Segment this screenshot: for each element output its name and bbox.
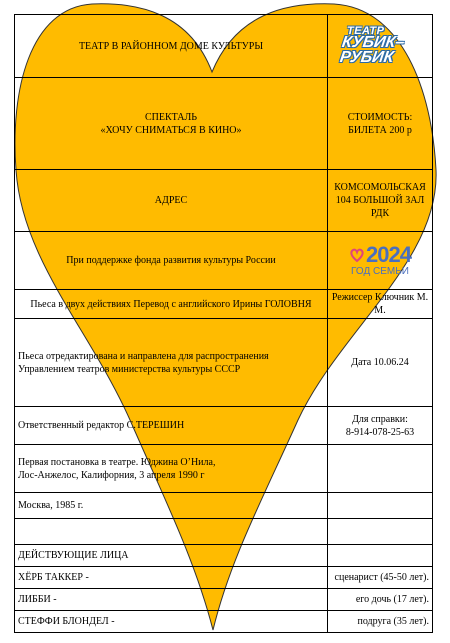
info-cell <box>328 407 433 445</box>
show-title: «ХОЧУ СНИМАТЬСЯ В КИНО» <box>100 124 242 136</box>
theatre-logo <box>331 16 429 76</box>
theatre-logo-line1: ТЕАТР <box>347 25 385 37</box>
show-cell <box>15 78 328 170</box>
date: Дата 10.06.24 <box>328 319 433 407</box>
premiere-line-1: Первая постановка в театре. Юджина О’Нила, <box>18 456 216 468</box>
cast-role: сценарист (45-50 лет). <box>328 567 433 589</box>
address-label: АДРЕС <box>15 170 328 232</box>
play-info: Пьеса в двух действиях Перевод с английского Ирины ГОЛОВНЯ <box>15 290 328 319</box>
theatre-title: ТЕАТР В РАЙОННОМ ДОМЕ КУЛЬТУРЫ <box>15 15 328 78</box>
director: Режиссер Ключник М. М. <box>328 290 433 319</box>
city-year: Москва, 1985 г. <box>15 493 328 519</box>
support-text: При поддержке фонда развития культуры России <box>15 232 328 290</box>
cast-name: ХЁРБ ТАККЕР - <box>15 567 328 589</box>
theatre-logo-line3: РУБИК <box>338 49 395 66</box>
poster-table <box>14 14 433 633</box>
premiere-line-2: Лос-Анжелос, Калифорния, 3 апреля 1990 г <box>18 469 205 481</box>
edited-note <box>15 319 328 407</box>
theatre-logo-cell <box>328 15 433 78</box>
edited-line-2: Управлением театров министерства культуры СССР <box>18 363 241 375</box>
address-value: КОМСОМОЛЬСКАЯ 104 БОЛЬШОЙ ЗАЛ РДК <box>328 170 433 232</box>
empty-cell <box>328 519 433 545</box>
empty-cell <box>328 445 433 493</box>
cast-name: ЛИББИ - <box>15 589 328 611</box>
empty-cell <box>328 545 433 567</box>
theatre-logo-name <box>339 35 405 65</box>
editor: Ответственный редактор С.ТЕРЕШИН <box>15 407 328 445</box>
cast-row <box>15 611 433 633</box>
cast-row <box>15 589 433 611</box>
year-logo-number: 2024 <box>366 242 411 267</box>
year-logo-caption: ГОД СЕМЬИ <box>351 266 409 277</box>
info-label: Для справки: <box>352 413 408 425</box>
empty-cell <box>15 519 328 545</box>
year-of-family-logo <box>331 244 429 277</box>
ticket-price: СТОИМОСТЬ: БИЛЕТА 200 р <box>328 78 433 170</box>
year-logo-cell <box>328 232 433 290</box>
cast-name: СТЕФФИ БЛОНДЕЛ - <box>15 611 328 633</box>
info-phone: 8-914-078-25-63 <box>345 426 415 438</box>
premiere-note <box>15 445 328 493</box>
show-label: СПЕКТАЛЬ <box>144 111 198 123</box>
theatre-logo-line2: КУБИК– <box>340 34 406 51</box>
edited-line-1: Пьеса отредактирована и направлена для распространения <box>18 350 269 362</box>
cast-role: его дочь (17 лет). <box>328 589 433 611</box>
cast-row <box>15 567 433 589</box>
heart-icon <box>349 247 365 263</box>
cast-header: ДЕЙСТВУЮЩИЕ ЛИЦА <box>15 545 328 567</box>
cast-role: подруга (35 лет). <box>328 611 433 633</box>
empty-cell <box>328 493 433 519</box>
